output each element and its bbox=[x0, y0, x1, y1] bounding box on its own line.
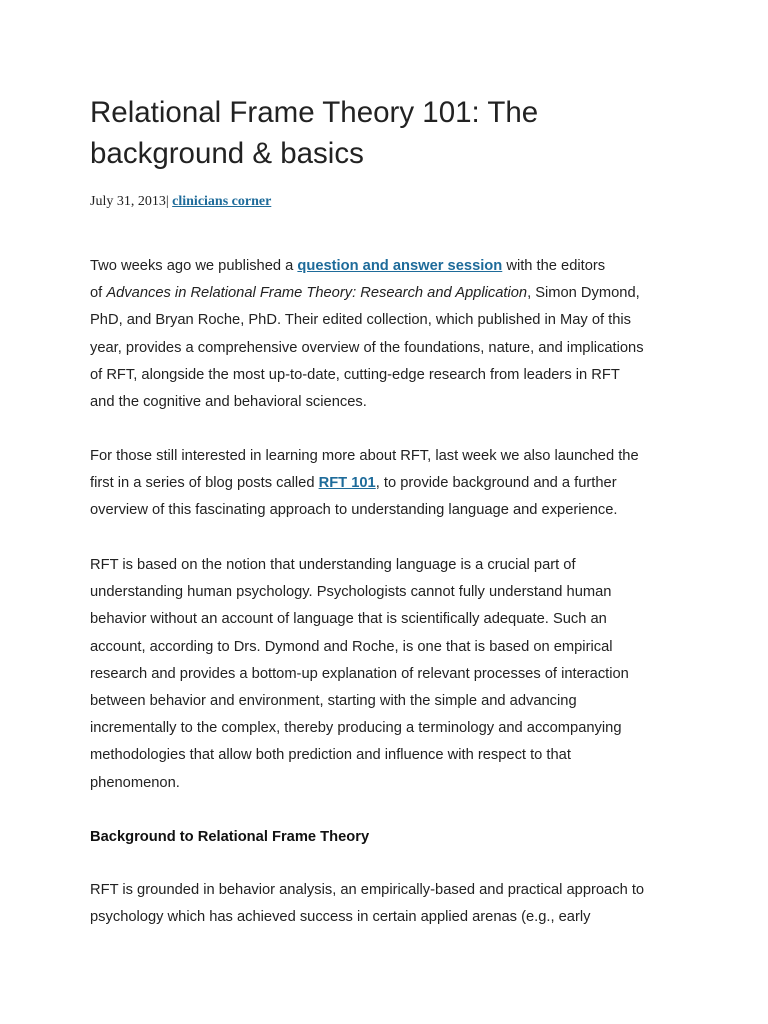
text-line: psychology which has achieved success in certain applied arenas (e.g., early bbox=[90, 909, 591, 926]
text-segment: Two weeks ago we published a bbox=[90, 258, 298, 274]
text-segment: first in a series of blog posts called bbox=[90, 475, 319, 492]
text-segment: , Simon Dymond, bbox=[527, 285, 640, 302]
paragraph-rft101 bbox=[90, 443, 690, 525]
text-line: incrementally to the complex, thereby producing a terminology and accompanying bbox=[90, 720, 622, 737]
post-date: July 31, 2013 bbox=[90, 194, 166, 209]
meta-separator: | bbox=[165, 194, 169, 209]
text-line: behavior without an account of language that is scientifically adequate. Such an bbox=[90, 611, 607, 628]
paragraph-background bbox=[90, 877, 690, 931]
text-segment: with the editors bbox=[502, 258, 606, 274]
text-segment: , to provide background and a further bbox=[375, 475, 617, 492]
book-title: Advances in Relational Frame Theory: Research and Application bbox=[106, 285, 528, 302]
category-link[interactable]: clinicians corner bbox=[172, 194, 272, 209]
paragraph-intro bbox=[90, 253, 690, 416]
text-line: RFT is grounded in behavior analysis, an empirically-based and practical approach to bbox=[90, 882, 645, 898]
text-line: research and provides a bottom-up explanation of relevant processes of interaction bbox=[90, 665, 629, 682]
text-line: account, according to Drs. Dymond and Roche, is one that is based on empirical bbox=[90, 638, 613, 655]
article-title bbox=[90, 92, 690, 174]
section-heading: Background to Relational Frame Theory bbox=[90, 829, 370, 845]
paragraph-rft-basis bbox=[90, 552, 690, 797]
text-line bbox=[90, 253, 690, 280]
text-line: overview of this fascinating approach to understanding language and experience. bbox=[90, 502, 618, 519]
text-line: of RFT, alongside the most up-to-date, cutting-edge research from leaders in RFT bbox=[90, 366, 620, 383]
text-line: understanding human psychology. Psychologists cannot fully understand human bbox=[90, 584, 612, 601]
text-line: between behavior and environment, starting with the simple and advancing bbox=[90, 693, 577, 710]
text-line: phenomenon. bbox=[90, 774, 180, 791]
text-line: and the cognitive and behavioral sciences. bbox=[90, 394, 367, 411]
text-line bbox=[90, 280, 690, 307]
text-segment: of bbox=[90, 285, 107, 302]
qa-session-link[interactable]: question and answer session bbox=[297, 258, 503, 274]
text-line: RFT is based on the notion that understanding language is a crucial part of bbox=[90, 557, 576, 573]
title-line: background & basics bbox=[90, 137, 364, 170]
rft-101-link[interactable]: RFT 101 bbox=[318, 475, 376, 492]
text-line bbox=[90, 470, 690, 497]
title-line: Relational Frame Theory 101: The bbox=[90, 96, 539, 129]
article-meta bbox=[90, 192, 690, 212]
text-line: For those still interested in learning more about RFT, last week we also launched the bbox=[90, 448, 639, 464]
text-line: methodologies that allow both prediction and influence with respect to that bbox=[90, 747, 571, 764]
text-line: PhD, and Bryan Roche, PhD. Their edited collection, which published in May of this bbox=[90, 312, 632, 329]
text-line: year, provides a comprehensive overview of the foundations, nature, and implications bbox=[90, 339, 644, 356]
